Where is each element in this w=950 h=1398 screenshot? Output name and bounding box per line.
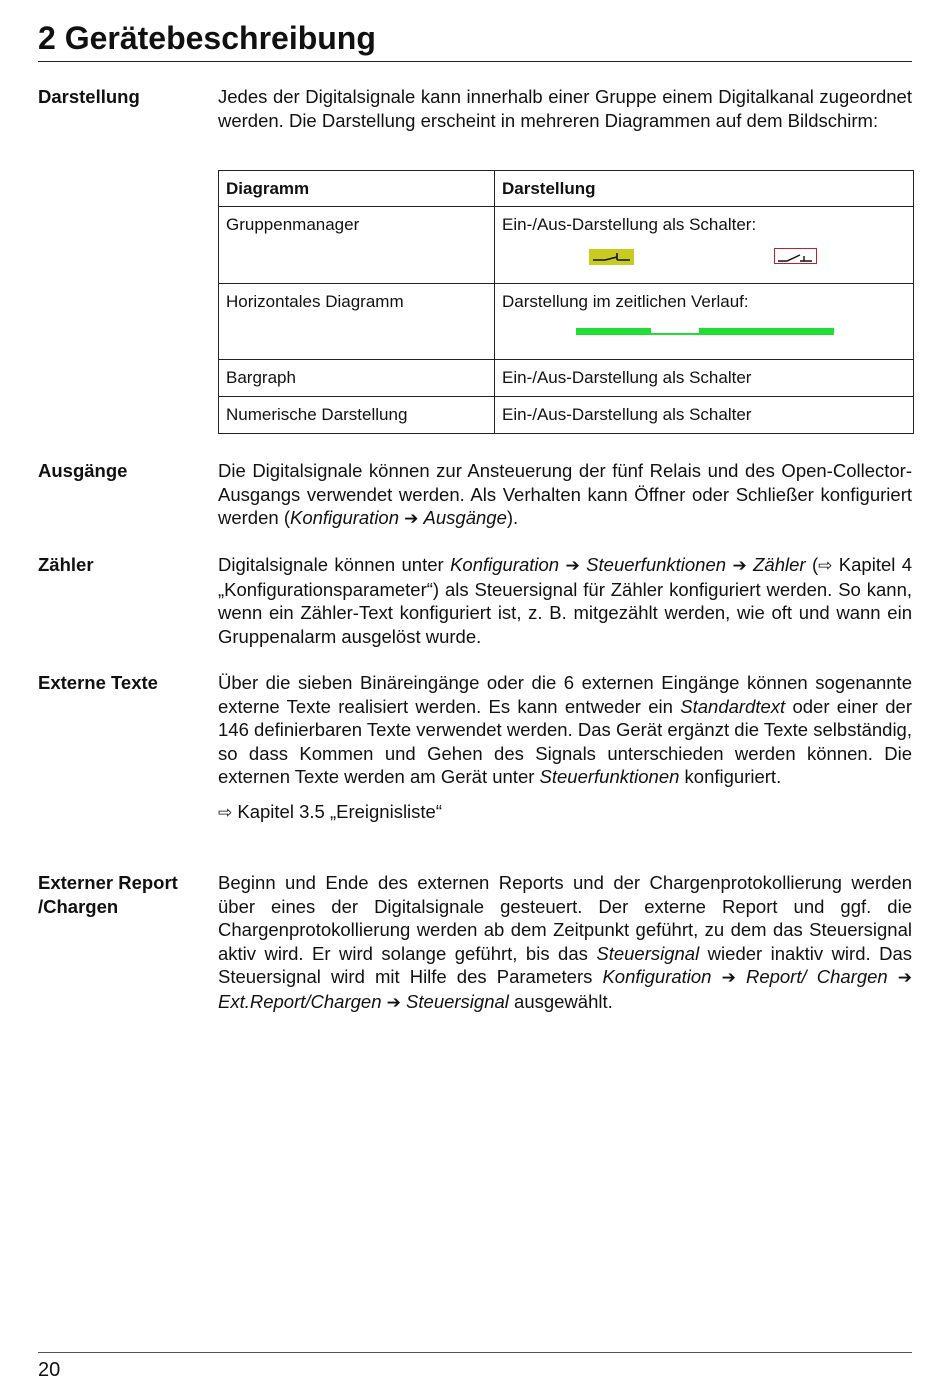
arrow-right-icon: ➔ bbox=[565, 556, 580, 575]
table-cell-diagramm: Numerische Darstellung bbox=[219, 397, 495, 434]
zaehler-text: Digitalsignale können unter Konfiguration ➔ Steuerfunktionen ➔ Zähler (⇨ Kapitel 4 „Konfigurationsparameter“) als Steuersignal für Zähler konfiguriert werden. So kann, wenn ein Zähler-Text konfiguriert ist, z. B. mitgezählt werden, wie oft und wann ein Gruppenalarm ausgelöst wurde. bbox=[218, 554, 913, 647]
table-row bbox=[219, 284, 914, 360]
table-cell-darstellung bbox=[495, 284, 914, 360]
section-label-darstellung: Darstellung bbox=[38, 86, 140, 107]
externer-report-text: Beginn und Ende des externen Reports und der Chargenprotokollierung werden über eines der Digitalsignale gesteuert. Der externe Report und ggf. die Chargenprotokollierung werden ab dem Zeitpunkt geführt, zu dem das Steuersignal aktiv wird. Er wird solange geführt, bis das Steuersignal wieder inaktiv wird. Das Steuersignal wird mit Hilfe des Parameters Konfiguration ➔ Report/ Chargen ➔ Ext.Report/Chargen ➔ Steuersignal ausgewählt. bbox=[218, 872, 913, 1012]
switch-open-icon bbox=[774, 248, 817, 264]
table-cell-darstellung bbox=[495, 207, 914, 284]
switch-icons bbox=[502, 236, 906, 276]
header-rule bbox=[38, 61, 912, 62]
table-header-darstellung: Darstellung bbox=[495, 171, 914, 207]
timeline-holder bbox=[502, 313, 906, 353]
externe-texte-reference: ⇨ Kapitel 3.5 „Ereignisliste“ bbox=[218, 800, 443, 822]
table-cell-diagramm: Bargraph bbox=[219, 360, 495, 397]
table-header-diagramm: Diagramm bbox=[219, 171, 495, 207]
page-number: 20 bbox=[38, 1359, 61, 1381]
table-row bbox=[219, 207, 914, 284]
section-body-darstellung bbox=[218, 85, 912, 132]
table-cell-darstellung: Ein-/Aus-Darstellung als Schalter bbox=[495, 360, 914, 397]
switch-closed-icon bbox=[589, 249, 634, 265]
diagram-table bbox=[218, 170, 914, 434]
table-row bbox=[219, 397, 914, 434]
arrow-right-icon: ➔ bbox=[732, 556, 747, 575]
cell-text: Ein-/Aus-Darstellung als Schalter: bbox=[502, 215, 757, 234]
section-body-externer-report bbox=[218, 871, 912, 1014]
section-label-externer-report: Externer Report /Chargen bbox=[38, 872, 178, 917]
arrow-right-icon: ➔ bbox=[721, 968, 736, 987]
reference-arrow-icon: ⇨ bbox=[218, 802, 233, 822]
section-label-externe-texte: Externe Texte bbox=[38, 672, 158, 693]
table-row bbox=[219, 360, 914, 397]
arrow-right-icon: ➔ bbox=[404, 509, 419, 528]
section-label-ausgaenge: Ausgänge bbox=[38, 460, 128, 481]
table-cell-diagramm: Gruppenmanager bbox=[219, 207, 495, 284]
section-body-zaehler bbox=[218, 553, 912, 648]
cell-text: Darstellung im zeitlichen Verlauf: bbox=[502, 292, 749, 311]
section-body-externe-texte bbox=[218, 671, 912, 824]
section-label-zaehler: Zähler bbox=[38, 554, 94, 575]
section-body-ausgaenge bbox=[218, 459, 912, 531]
darstellung-intro: Jedes der Digitalsignale kann innerhalb einer Gruppe einem Digitalkanal zugeordnet werden. Die Darstellung erscheint in mehreren Diagrammen auf dem Bildschirm: bbox=[218, 86, 912, 131]
arrow-right-icon: ➔ bbox=[897, 968, 913, 987]
table-header-row bbox=[219, 171, 914, 207]
timeline-signal-icon bbox=[576, 326, 834, 336]
reference-arrow-icon: ⇨ bbox=[818, 556, 833, 575]
table-cell-darstellung: Ein-/Aus-Darstellung als Schalter bbox=[495, 397, 914, 434]
externe-texte-text: Über die sieben Binäreingänge oder die 6 externen Eingänge können sogenannte externe Texte realisiert werden. Es kann entweder ein Standardtext oder einer der 146 definierbaren Texte verwendet werden. Das Gerät ergänzt die Texte selbständig, so dass Kommen und Gehen des Signals unterschieden werden können. Die externen Texte werden am Gerät unter Steuerfunktionen konfiguriert. bbox=[218, 672, 912, 787]
footer-rule bbox=[38, 1352, 912, 1353]
ausgaenge-text: Die Digitalsignale können zur Ansteuerung der fünf Relais und des Open-Collector-Ausgangs verwendet werden. Als Verhalten kann Öffner oder Schließer konfiguriert werden (Konfiguration ➔ Ausgänge). bbox=[218, 460, 912, 528]
arrow-right-icon: ➔ bbox=[386, 992, 401, 1012]
table-cell-diagramm: Horizontales Diagramm bbox=[219, 284, 495, 360]
chapter-title: 2 Gerätebeschreibung bbox=[38, 20, 376, 56]
